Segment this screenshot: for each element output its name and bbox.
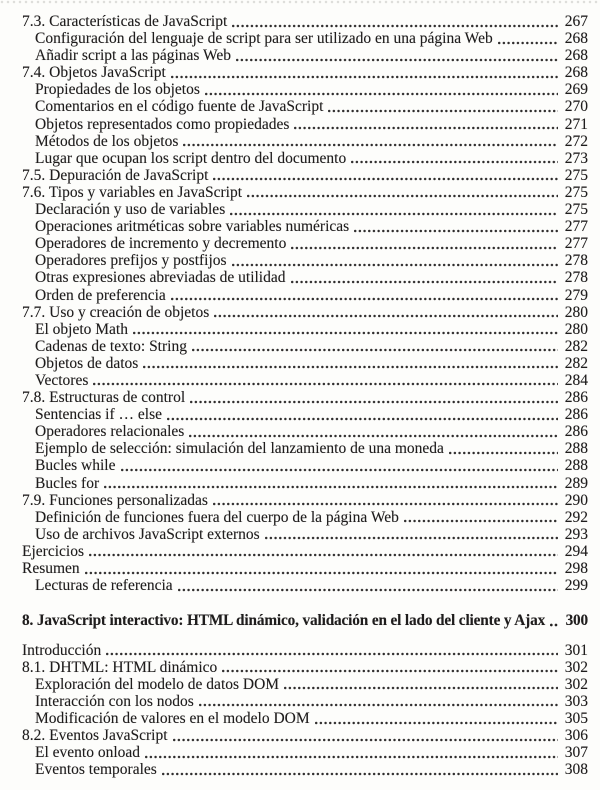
- toc-entry-page: 282: [564, 337, 588, 355]
- toc-entry-page: 279: [564, 286, 588, 304]
- dotted-leader: [145, 755, 558, 759]
- dotted-leader: [232, 263, 558, 267]
- dotted-leader: [121, 468, 559, 472]
- dotted-leader: [247, 194, 558, 198]
- toc-entry-label: Operadores prefijos y postfijos: [35, 252, 227, 270]
- dotted-leader: [89, 553, 558, 557]
- toc-entry-label: Ejercicios: [22, 542, 84, 560]
- toc-entry: [22, 761, 588, 778]
- toc-entry: [22, 201, 588, 218]
- toc-entry: [22, 440, 588, 457]
- toc-entry-label: Definición de funciones fuera del cuerpo de la página Web: [35, 508, 399, 526]
- toc-entry-label: 7.8. Estructuras de control: [22, 389, 186, 407]
- dotted-leader: [190, 400, 558, 404]
- toc-entry-page: 299: [564, 577, 588, 595]
- dotted-leader: [449, 451, 558, 455]
- toc-entry-label: 7.4. Objetos JavaScript: [22, 64, 166, 82]
- toc-entry-label: Vectores: [35, 371, 89, 389]
- toc-entry-label: Eventos temporales: [35, 761, 157, 779]
- toc-entry-label: 7.5. Depuración de JavaScript: [22, 166, 209, 184]
- dotted-leader: [498, 41, 558, 45]
- dotted-leader: [214, 314, 558, 318]
- toc-entry-page: 301: [564, 641, 588, 659]
- toc-entry-page: 268: [564, 64, 588, 82]
- dotted-leader: [189, 434, 558, 438]
- toc-entry-label: Añadir script a las páginas Web: [35, 47, 232, 65]
- toc-entry: [22, 269, 588, 286]
- toc-entry-label: 7.6. Tipos y variables en JavaScript: [22, 183, 242, 201]
- toc-entry-label: Resumen: [22, 560, 80, 577]
- toc-entry-label: Operadores de incremento y decremento: [35, 235, 287, 253]
- toc-entry-page: 294: [564, 542, 588, 560]
- toc-entry: [22, 389, 588, 406]
- toc-entry: [22, 167, 588, 184]
- toc-entry: [22, 475, 588, 492]
- dotted-leader: [213, 502, 558, 506]
- toc-entry-label: El objeto Math: [35, 320, 128, 338]
- toc-entry: [22, 13, 588, 30]
- toc-entry-label: Declaración y uso de variables: [35, 201, 226, 219]
- toc-entry: [22, 116, 588, 133]
- toc-entry-page: 288: [564, 440, 588, 458]
- dotted-leader: [162, 772, 558, 776]
- toc-entry: [22, 98, 588, 115]
- toc-entry-label: Bucles while: [35, 457, 116, 475]
- chapter-heading-label: 8. JavaScript interactivo: HTML dinámico, validación en el lado del cliente y Ajax: [22, 612, 546, 630]
- toc-entry: [22, 676, 588, 693]
- dotted-leader: [550, 623, 558, 627]
- dotted-leader: [284, 686, 558, 690]
- dotted-leader: [230, 212, 558, 216]
- toc-entry-page: 280: [564, 320, 588, 338]
- toc-entry-page: 271: [564, 115, 588, 133]
- dotted-leader: [404, 519, 558, 523]
- toc-entry: [22, 150, 588, 167]
- toc-entry-page: 275: [564, 183, 588, 201]
- dotted-leader: [173, 738, 558, 742]
- toc-entry-page: 292: [564, 508, 588, 526]
- toc-entry-page: 298: [564, 560, 588, 577]
- toc-entry: [22, 304, 588, 321]
- toc-entry: [22, 492, 588, 509]
- dotted-leader: [291, 246, 558, 250]
- toc-entry-label: Otras expresiones abreviadas de utilidad: [35, 269, 286, 287]
- toc-entry: [22, 47, 588, 64]
- toc-entry-label: Bucles for: [35, 474, 100, 492]
- dotted-leader: [104, 485, 558, 489]
- toc-entry-label: Propiedades de los objetos: [35, 81, 200, 99]
- dotted-leader: [213, 177, 558, 181]
- toc-entry: [22, 81, 588, 98]
- toc-entry-page: 268: [564, 30, 588, 48]
- dotted-leader: [265, 536, 558, 540]
- toc-entry-label: Cadenas de texto: String: [35, 337, 187, 355]
- toc-entry-label: Ejemplo de selección: simulación del lanzamiento de una moneda: [35, 440, 444, 458]
- toc-entry-page: 275: [564, 166, 588, 184]
- toc-entry-page: 278: [564, 269, 588, 287]
- toc-entry-page: 280: [564, 303, 588, 321]
- toc-entry-page: 286: [564, 406, 588, 424]
- dotted-leader: [294, 126, 558, 130]
- toc-entry-label: 7.7. Uso y creación de objetos: [22, 303, 210, 321]
- toc-entry-label: Uso de archivos JavaScript externos: [35, 525, 260, 543]
- toc-entry-page: 305: [564, 710, 588, 728]
- dotted-leader: [232, 24, 558, 28]
- toc-entry: [22, 543, 588, 560]
- toc-entry-page: 270: [564, 98, 588, 116]
- toc-entry-page: 290: [564, 491, 588, 509]
- toc-entry-label: Exploración del modelo de datos DOM: [35, 675, 280, 693]
- toc-entry-page: 277: [564, 235, 588, 253]
- dotted-leader: [85, 571, 558, 575]
- toc-entry-page: 286: [564, 423, 588, 441]
- toc-entry: [22, 287, 588, 304]
- dotted-leader: [315, 721, 558, 725]
- toc-entry-label: Objetos representados como propiedades: [35, 115, 290, 133]
- toc-entry-page: 272: [564, 132, 588, 150]
- dotted-leader: [291, 280, 559, 284]
- dotted-leader: [328, 109, 558, 113]
- dotted-leader: [143, 365, 558, 369]
- toc-entry-label: Introducción: [22, 641, 102, 659]
- toc-entry: [22, 184, 588, 201]
- toc-entry: [22, 659, 588, 676]
- dotted-leader: [171, 75, 558, 79]
- toc-entry: [22, 642, 588, 659]
- toc-entry: [22, 218, 588, 235]
- toc-entry: [22, 744, 588, 761]
- toc-entry-page: 273: [564, 149, 588, 167]
- dotted-leader: [183, 143, 558, 147]
- toc-entry-label: 7.3. Características de JavaScript: [22, 13, 228, 30]
- toc-entry-label: 8.2. Eventos JavaScript: [22, 727, 168, 745]
- toc-entry-page: 306: [564, 727, 588, 745]
- toc-entry-label: Sentencias if … else: [35, 406, 162, 424]
- toc-entry: [22, 560, 588, 577]
- dotted-leader: [178, 588, 558, 592]
- toc-entry: [22, 406, 588, 423]
- toc-entry: [22, 423, 588, 440]
- toc-entry: [22, 321, 588, 338]
- toc-entry-label: 8.1. DHTML: HTML dinámico: [22, 658, 218, 676]
- toc-entry: [22, 693, 588, 710]
- toc-entry-page: 307: [564, 744, 588, 762]
- toc-entry-page: 288: [564, 457, 588, 475]
- dotted-leader: [192, 348, 558, 352]
- toc-entry-label: Comentarios en el código fuente de JavaScript: [35, 98, 324, 116]
- toc-entry: [22, 509, 588, 526]
- toc-entry-label: Interacción con los nodos: [35, 692, 194, 710]
- dotted-leader: [351, 160, 558, 164]
- toc-entry-label: El evento onload: [35, 744, 141, 762]
- toc-entry-label: Orden de preferencia: [35, 286, 166, 304]
- toc-entry-label: Lecturas de referencia: [35, 577, 173, 595]
- toc-entry-label: Objetos de datos: [35, 354, 139, 372]
- toc-entry: [22, 252, 588, 269]
- toc-entry: [22, 235, 588, 252]
- toc-entry: [22, 710, 588, 727]
- dotted-leader: [171, 297, 558, 301]
- toc-entry-page: 269: [564, 81, 588, 99]
- toc-entry-page: 284: [564, 371, 588, 389]
- toc-entry-page: 289: [564, 474, 588, 492]
- toc-entry: [22, 30, 588, 47]
- toc-entry-label: Métodos de los objetos: [35, 132, 179, 150]
- dotted-leader: [205, 92, 558, 96]
- toc-entry-page: 286: [564, 389, 588, 407]
- toc-entry-label: Operadores relacionales: [35, 423, 185, 441]
- toc-entry-page: 282: [564, 354, 588, 372]
- toc-entry: [22, 526, 588, 543]
- dotted-leader: [199, 703, 558, 707]
- toc-entry-label: Lugar que ocupan los script dentro del documento: [35, 149, 347, 167]
- dotted-leader: [354, 229, 558, 233]
- toc-entry: [22, 457, 588, 474]
- toc-entry-label: Modificación de valores en el modelo DOM: [35, 710, 310, 728]
- toc-entry-label: Configuración del lenguaje de script para ser utilizado en una página Web: [35, 30, 493, 48]
- toc-entry: [22, 338, 588, 355]
- dotted-leader: [167, 417, 558, 421]
- toc-entry-page: 302: [564, 675, 588, 693]
- toc-chapter7-block: [22, 13, 588, 594]
- toc-entry-page: 267: [564, 13, 588, 30]
- toc-entry-page: 302: [564, 658, 588, 676]
- toc-entry-page: 308: [564, 761, 588, 779]
- dotted-leader: [222, 669, 558, 673]
- toc-entry-page: 275: [564, 201, 588, 219]
- chapter-8-heading: [22, 610, 588, 631]
- toc-chapter8-block: [22, 642, 588, 779]
- dotted-leader: [133, 331, 558, 335]
- toc-entry-label: Operaciones aritméticas sobre variables numéricas: [35, 218, 350, 236]
- toc-entry: [22, 372, 588, 389]
- toc-entry: [22, 355, 588, 372]
- toc-entry-page: 268: [564, 47, 588, 65]
- chapter-heading-page: 300: [565, 612, 588, 630]
- toc-entry-page: 303: [564, 692, 588, 710]
- toc-entry-page: 278: [564, 252, 588, 270]
- toc-entry: [22, 577, 588, 594]
- toc-entry-label: 7.9. Funciones personalizadas: [22, 491, 208, 509]
- toc-entry: [22, 727, 588, 744]
- dotted-leader: [93, 382, 558, 386]
- toc-entry: [22, 133, 588, 150]
- toc-entry-page: 277: [564, 218, 588, 236]
- dotted-leader: [106, 652, 558, 656]
- toc-entry-page: 293: [564, 525, 588, 543]
- toc-entry: [22, 64, 588, 81]
- dotted-leader: [236, 58, 558, 62]
